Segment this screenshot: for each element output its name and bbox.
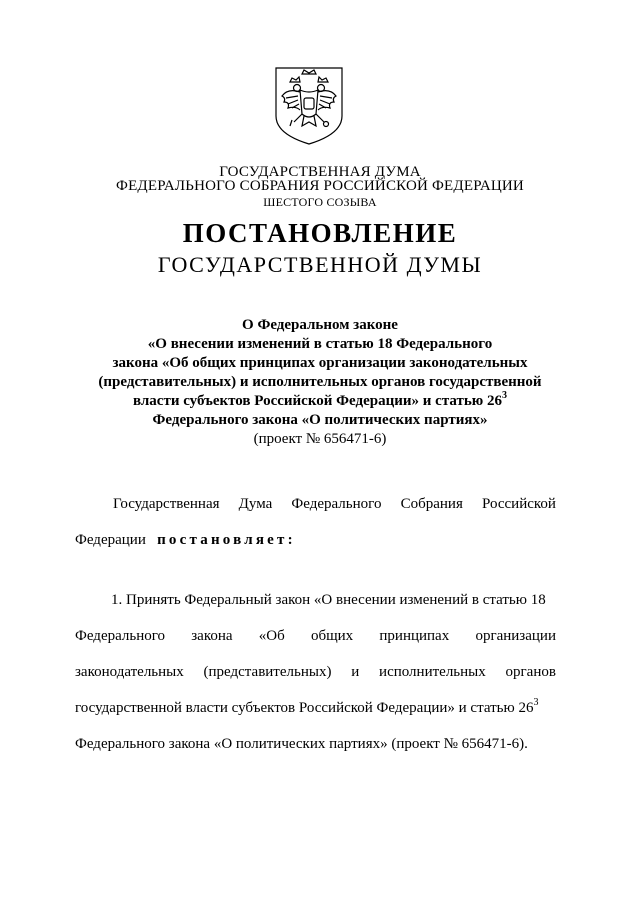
word: «Об (258, 628, 285, 644)
word: исполнительных (379, 664, 486, 680)
subject-line: «О внесении изменений в статью 18 Федерального (147, 336, 493, 352)
word: Федерального (75, 628, 166, 644)
superscript: 3 (502, 390, 508, 401)
subject-line (0, 392, 640, 411)
word: Федерации (75, 532, 146, 548)
header-line-assembly: ФЕДЕРАЛЬНОГО СОБРАНИЯ РОССИЙСКОЙ ФЕДЕРАЦИИ (116, 178, 524, 194)
word: органов (505, 664, 556, 680)
word: принципах (379, 628, 450, 644)
word: Дума (238, 496, 273, 512)
item-line: 1. Принять Федеральный закон «О внесении изменений в статью 18 (111, 592, 546, 608)
subject-line-text: власти субъектов Российской Федерации» и статью 26 (132, 393, 503, 409)
document-subtitle: ГОСУДАРСТВЕННОЙ ДУМЫ (157, 252, 483, 277)
word: закона (191, 628, 233, 644)
word: законодательных (75, 664, 184, 680)
item-line (75, 628, 556, 645)
project-number: (проект № 656471-6) (253, 431, 387, 447)
word: Собрания (400, 496, 463, 512)
double-headed-eagle-icon (272, 64, 346, 148)
item-line (75, 664, 556, 681)
item-line: Федерального закона «О политических партиях» (проект № 656471-6). (75, 736, 528, 752)
word: Федерального (291, 496, 382, 512)
item-line-text: государственной власти субъектов Российской Федерации» и статью 26 (75, 700, 534, 716)
document-title: ПОСТАНОВЛЕНИЕ (182, 218, 458, 248)
preamble-line (113, 496, 556, 513)
word: и (351, 664, 360, 680)
preamble-line (75, 532, 556, 549)
document-subject (0, 316, 640, 449)
word: (представительных) (203, 664, 332, 680)
subject-line: закона «Об общих принципах организации законодательных (112, 355, 528, 371)
word: общих (310, 628, 354, 644)
subject-line: О Федеральном законе (242, 317, 398, 333)
subject-line: (представительных) и исполнительных органов государственной (98, 374, 542, 390)
word: Российской (482, 496, 556, 512)
word: Государственная (113, 496, 220, 512)
subject-line: Федерального закона «О политических партиях» (152, 412, 488, 428)
item-line (75, 697, 556, 717)
resolves-word: постановляет: (157, 532, 296, 548)
word: организации (475, 628, 556, 644)
superscript: 3 (533, 697, 539, 708)
header-line-duma: ГОСУДАРСТВЕННАЯ ДУМА (219, 164, 421, 180)
header-line-convocation: ШЕСТОГО СОЗЫВА (263, 195, 377, 209)
